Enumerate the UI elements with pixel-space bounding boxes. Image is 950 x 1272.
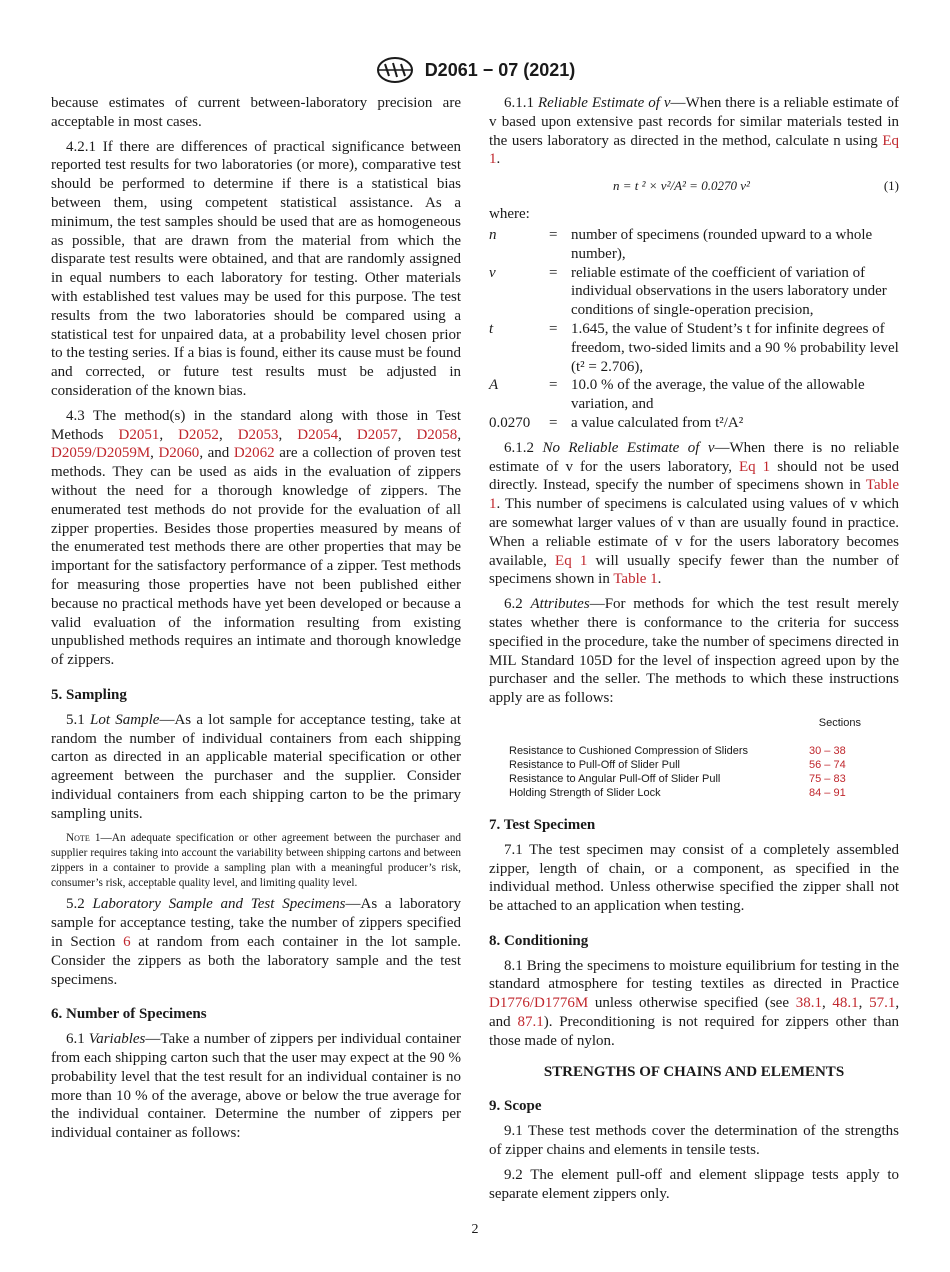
- ref-link[interactable]: D2062: [233, 445, 275, 462]
- paragraph-4-2-1: 4.2.1 If there are differences of practical significance between reported test results for two laboratories (or more), comparative test should be performed to determine if there is a statistical bias between them, using competent statistical assistance. As a minimum, the test samples should be used that are as homogeneous as possible, that are drawn from the material from which the disparate test results were obtained, and that are randomly assigned in equal numbers to each laboratory for testing. Other materials with established test values may be used for this purpose. The test results from the two laboratories should be compared using a statistical test for unpaired data, at a probability level chosen prior to the testing series. If a bias is found, either its cause must be found and corrected, or future test results must be adjusted in consideration of the known bias.: [51, 138, 461, 399]
- section-heading-conditioning: 8. Conditioning: [489, 932, 589, 949]
- ref-link[interactable]: D2057: [356, 426, 398, 443]
- ref-link[interactable]: 57.1: [869, 995, 896, 1012]
- section-heading-scope: 9. Scope: [489, 1098, 542, 1115]
- section-range-link[interactable]: 84 – 91: [809, 786, 846, 799]
- paragraph-7-1: 7.1 The test specimen may consist of a completely assembled zipper, length of chain, or a component, as specified in the individual method. Unless otherwise specified the zipper shall not be attached to an application when testing.: [489, 841, 899, 915]
- ref-link[interactable]: 87.1: [517, 1014, 544, 1031]
- ref-link[interactable]: Table 1: [489, 477, 899, 513]
- paragraph-9-1: 9.1 These test methods cover the determination of the strengths of zipper chains and elements in tensile tests.: [489, 1123, 899, 1159]
- variable-definition: t = 1.645, the value of Student’s t for infinite degrees of freedom, two-sided limits and a 90 % probability level (t² = 2.706),: [489, 320, 899, 375]
- ref-link[interactable]: D2060: [158, 445, 200, 462]
- equation-formula: n = t ² × v²/A² = 0.0270 v²: [613, 178, 750, 194]
- paragraph-5-2: 5.2 Laboratory Sample and Test Specimens—As a laboratory sample for acceptance testing, take the number of zippers specified in Section 6 at random from each container in the lot sample. Consider the zippers as both the laboratory sample and the test specimens.: [51, 896, 461, 988]
- equation-number: (1): [883, 178, 899, 194]
- section-heading-sampling: 5. Sampling: [51, 686, 127, 703]
- ref-link[interactable]: D2053: [237, 426, 279, 443]
- left-column: [51, 94, 461, 1149]
- ref-link[interactable]: D2054: [297, 426, 339, 443]
- right-column: [489, 94, 899, 1209]
- section-heading-number-of-specimens: 6. Number of Specimens: [51, 1006, 207, 1023]
- table-row: Holding Strength of Slider Lock 84 – 91: [489, 786, 899, 800]
- table-row: Resistance to Cushioned Compression of Sliders 30 – 38: [489, 744, 899, 758]
- table-row: Resistance to Pull-Off of Slider Pull 56 – 74: [489, 758, 899, 772]
- sections-table: [489, 716, 899, 800]
- table-row: Resistance to Angular Pull-Off of Slider Pull 75 – 83: [489, 772, 899, 786]
- sections-header: Sections: [818, 716, 861, 729]
- paragraph-8-1: 8.1 Bring the specimens to moisture equilibrium for testing in the standard atmosphere for testing textiles as directed in Practice D1776/D1776M unless otherwise specified (see 38.1, 48.1, 57.1, and 87.1). Preconditioning is not required for zippers other than those made of nylon.: [489, 957, 900, 1049]
- astm-logo-icon: [375, 56, 415, 84]
- section-range-link[interactable]: 56 – 74: [809, 758, 846, 771]
- variable-definition: n = number of specimens (rounded upward to a whole number),: [489, 226, 873, 262]
- variable-definition: 0.0270 = a value calculated from t²/A²: [489, 414, 744, 431]
- section-range-link[interactable]: 75 – 83: [809, 772, 846, 785]
- paragraph-6-1: 6.1 Variables—Take a number of zippers per individual container from each shipping carton such that the user may expect at the 90 % probability level that the test result for an individual container is no more than 10 % of the average, above or below the true average for the individual container. Determine the number of zippers per individual container as follows:: [51, 1031, 461, 1142]
- page-header: [0, 56, 950, 84]
- ref-link[interactable]: 48.1: [832, 995, 859, 1012]
- ref-link[interactable]: 38.1: [795, 995, 822, 1012]
- variable-definition: v = reliable estimate of the coefficient of variation of individual observations in the users laboratory under conditions of single-operation precision,: [489, 264, 887, 319]
- ref-link[interactable]: D2051: [118, 426, 160, 443]
- ref-link[interactable]: D1776/D1776M: [489, 995, 589, 1012]
- variable-definition: A = 10.0 % of the average, the value of the allowable variation, and: [489, 377, 865, 413]
- ref-link[interactable]: D2052: [178, 426, 219, 443]
- ref-link[interactable]: D2059/D2059M: [51, 445, 151, 462]
- equation-1: [489, 175, 899, 197]
- note-1: Note 1—An adequate specification or other agreement between the purchaser and supplier requires taking into account the variability between shipping cartons and between zippers in a container to provide a sampling plan with a meaningful producer’s risk, consumer’s risk, acceptable quality level, and limiting quality level.: [51, 832, 461, 890]
- ref-link[interactable]: Eq 1: [489, 132, 900, 168]
- document-code: D2061 − 07 (2021): [424, 59, 576, 80]
- section-heading-test-specimen: 7. Test Specimen: [489, 816, 596, 833]
- ref-link[interactable]: Table 1: [613, 571, 658, 588]
- section-range-link[interactable]: 30 – 38: [809, 744, 846, 757]
- paragraph-6-1-2: 6.1.2 No Reliable Estimate of v—When there is no reliable estimate of v for the users laboratory, Eq 1 should not be used directly. Instead, specify the number of specimens shown in Table 1. This number of specimens is calculated using values of v which are somewhat larger values of v than are usually found in practice. When a reliable estimate of v for the users laboratory becomes available, Eq 1 will usually specify fewer than the number of specimens shown in Table 1.: [489, 439, 900, 588]
- paragraph: because estimates of current between-laboratory precision are acceptable in most cases.: [51, 95, 461, 130]
- ref-link[interactable]: 6: [123, 934, 131, 951]
- where-label: where:: [489, 206, 530, 223]
- ref-link[interactable]: D2058: [416, 426, 458, 443]
- ref-link[interactable]: Eq 1: [739, 458, 771, 475]
- paragraph-6-2: 6.2 Attributes—For methods for which the test result merely states whether there is conformance to the criteria for success specified in the procedure, take the number of specimens directed in MIL Standard 105D for the level of inspection agreed upon by the purchaser and the seller. The methods to which these instructions apply are as follows:: [489, 596, 899, 707]
- paragraph-4-3: 4.3 The method(s) in the standard along with those in Test Methods D2051, D2052, D2053, D2054, D2057, D2058, D2059/D2059M, D2060, and D2062 are a collection of proven test methods. They can be used as aids in the evaluation of zippers without the need for a thorough knowledge of zippers. The enumerated test methods do not provide for the evaluation of all zipper properties. Besides those properties measured by means of the enumerated test methods there are other properties that may be important for the satisfactory performance of a zipper. Test methods for measuring those properties have not been published either because no practical methods have yet been developed or because a valid evaluation of the information resulting from existing unpublished methods requires an intimate and thorough knowledge of zippers.: [51, 407, 462, 669]
- paragraph-9-2: 9.2 The element pull-off and element slippage tests apply to separate element zippers only.: [489, 1166, 899, 1202]
- ref-link[interactable]: Eq 1: [555, 552, 588, 569]
- paragraph-5-1: 5.1 Lot Sample—As a lot sample for acceptance testing, take at random the number of individual containers from each shipping carton as directed in an applicable material specification or other agreement between the purchaser and the supplier. Consider individual containers from each shipping carton to be the primary sampling units.: [51, 711, 462, 822]
- page-number: 2: [471, 1222, 479, 1237]
- paragraph-6-1-1: 6.1.1 Reliable Estimate of v—When there is a reliable estimate of v based upon extensive past records for similar materials tested in the users laboratory as directed in the method, calculate n using Eq 1.: [489, 95, 900, 168]
- part-heading-strengths: STRENGTHS OF CHAINS AND ELEMENTS: [543, 1063, 845, 1080]
